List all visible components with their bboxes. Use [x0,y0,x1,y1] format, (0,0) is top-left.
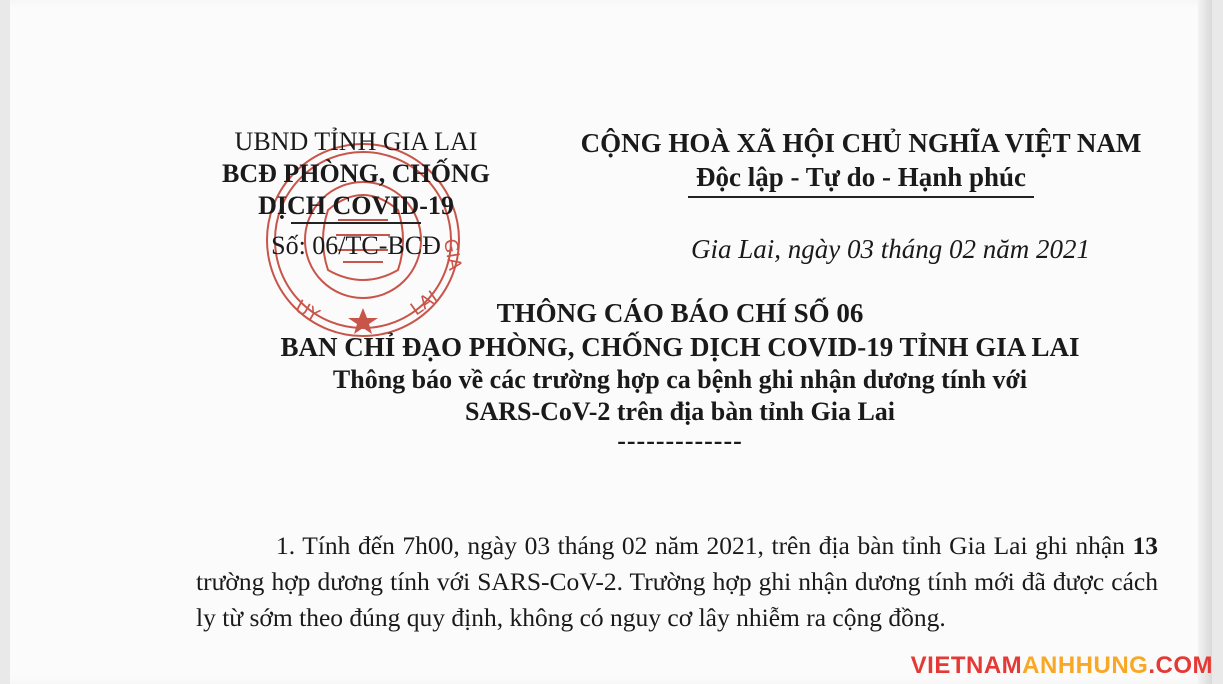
document-date: Gia Lai, ngày 03 tháng 02 năm 2021 [691,234,1091,264]
watermark-part-2: ANHHUNG [1022,652,1149,679]
document-titles [160,296,1200,454]
paragraph-1 [196,528,1158,636]
case-count: 13 [1132,531,1158,560]
press-release-title: THÔNG CÁO BÁO CHÍ SỐ 06 [496,298,864,328]
authority-line-3: DỊCH COVID-19 [258,191,454,220]
authority-underline [291,222,421,224]
svg-text:LAI: LAI [406,286,442,321]
document-number: Số: 06/TC-BCĐ [271,231,441,260]
motto-underline [688,196,1034,198]
authority-line-1: UBND TỈNH GIA LAI [234,127,478,156]
title-separator: ------------- [617,426,743,455]
national-motto [566,126,1156,198]
watermark-part-1: VIETNAM [910,652,1023,679]
watermark-part-3: .COM [1148,652,1213,679]
issuing-authority [206,126,506,262]
body-text [196,528,1158,636]
motto: Độc lập - Tự do - Hạnh phúc [695,162,1027,192]
subject-line-2: SARS-CoV-2 trên địa bàn tỉnh Gia Lai [464,397,896,426]
svg-text:UY: UY [291,296,323,327]
svg-text:GIA: GIA [439,237,466,272]
page-edge [1198,0,1212,684]
committee-title: BAN CHỈ ĐẠO PHÒNG, CHỐNG DỊCH COVID-19 TỈNH GIA LAI [280,332,1080,362]
subject-line-1: Thông báo về các trường hợp ca bệnh ghi nhận dương tính với [332,365,1028,394]
document-page [10,0,1212,684]
paragraph-1-end: trường hợp dương tính với SARS-CoV-2. Trường hợp ghi nhận dương tính mới đã được cách ly từ sớm theo đúng quy định, không có nguy cơ lây nhiễm ra cộng đồng. [196,567,1158,632]
site-watermark [911,652,1213,680]
authority-line-2: BCĐ PHÒNG, CHỐNG [222,159,490,188]
country-name: CỘNG HOÀ XÃ HỘI CHỦ NGHĨA VIỆT NAM [580,128,1142,158]
paragraph-1-start: 1. Tính đến 7h00, ngày 03 tháng 02 năm 2021, trên địa bàn tỉnh Gia Lai ghi nhận [276,531,1133,560]
